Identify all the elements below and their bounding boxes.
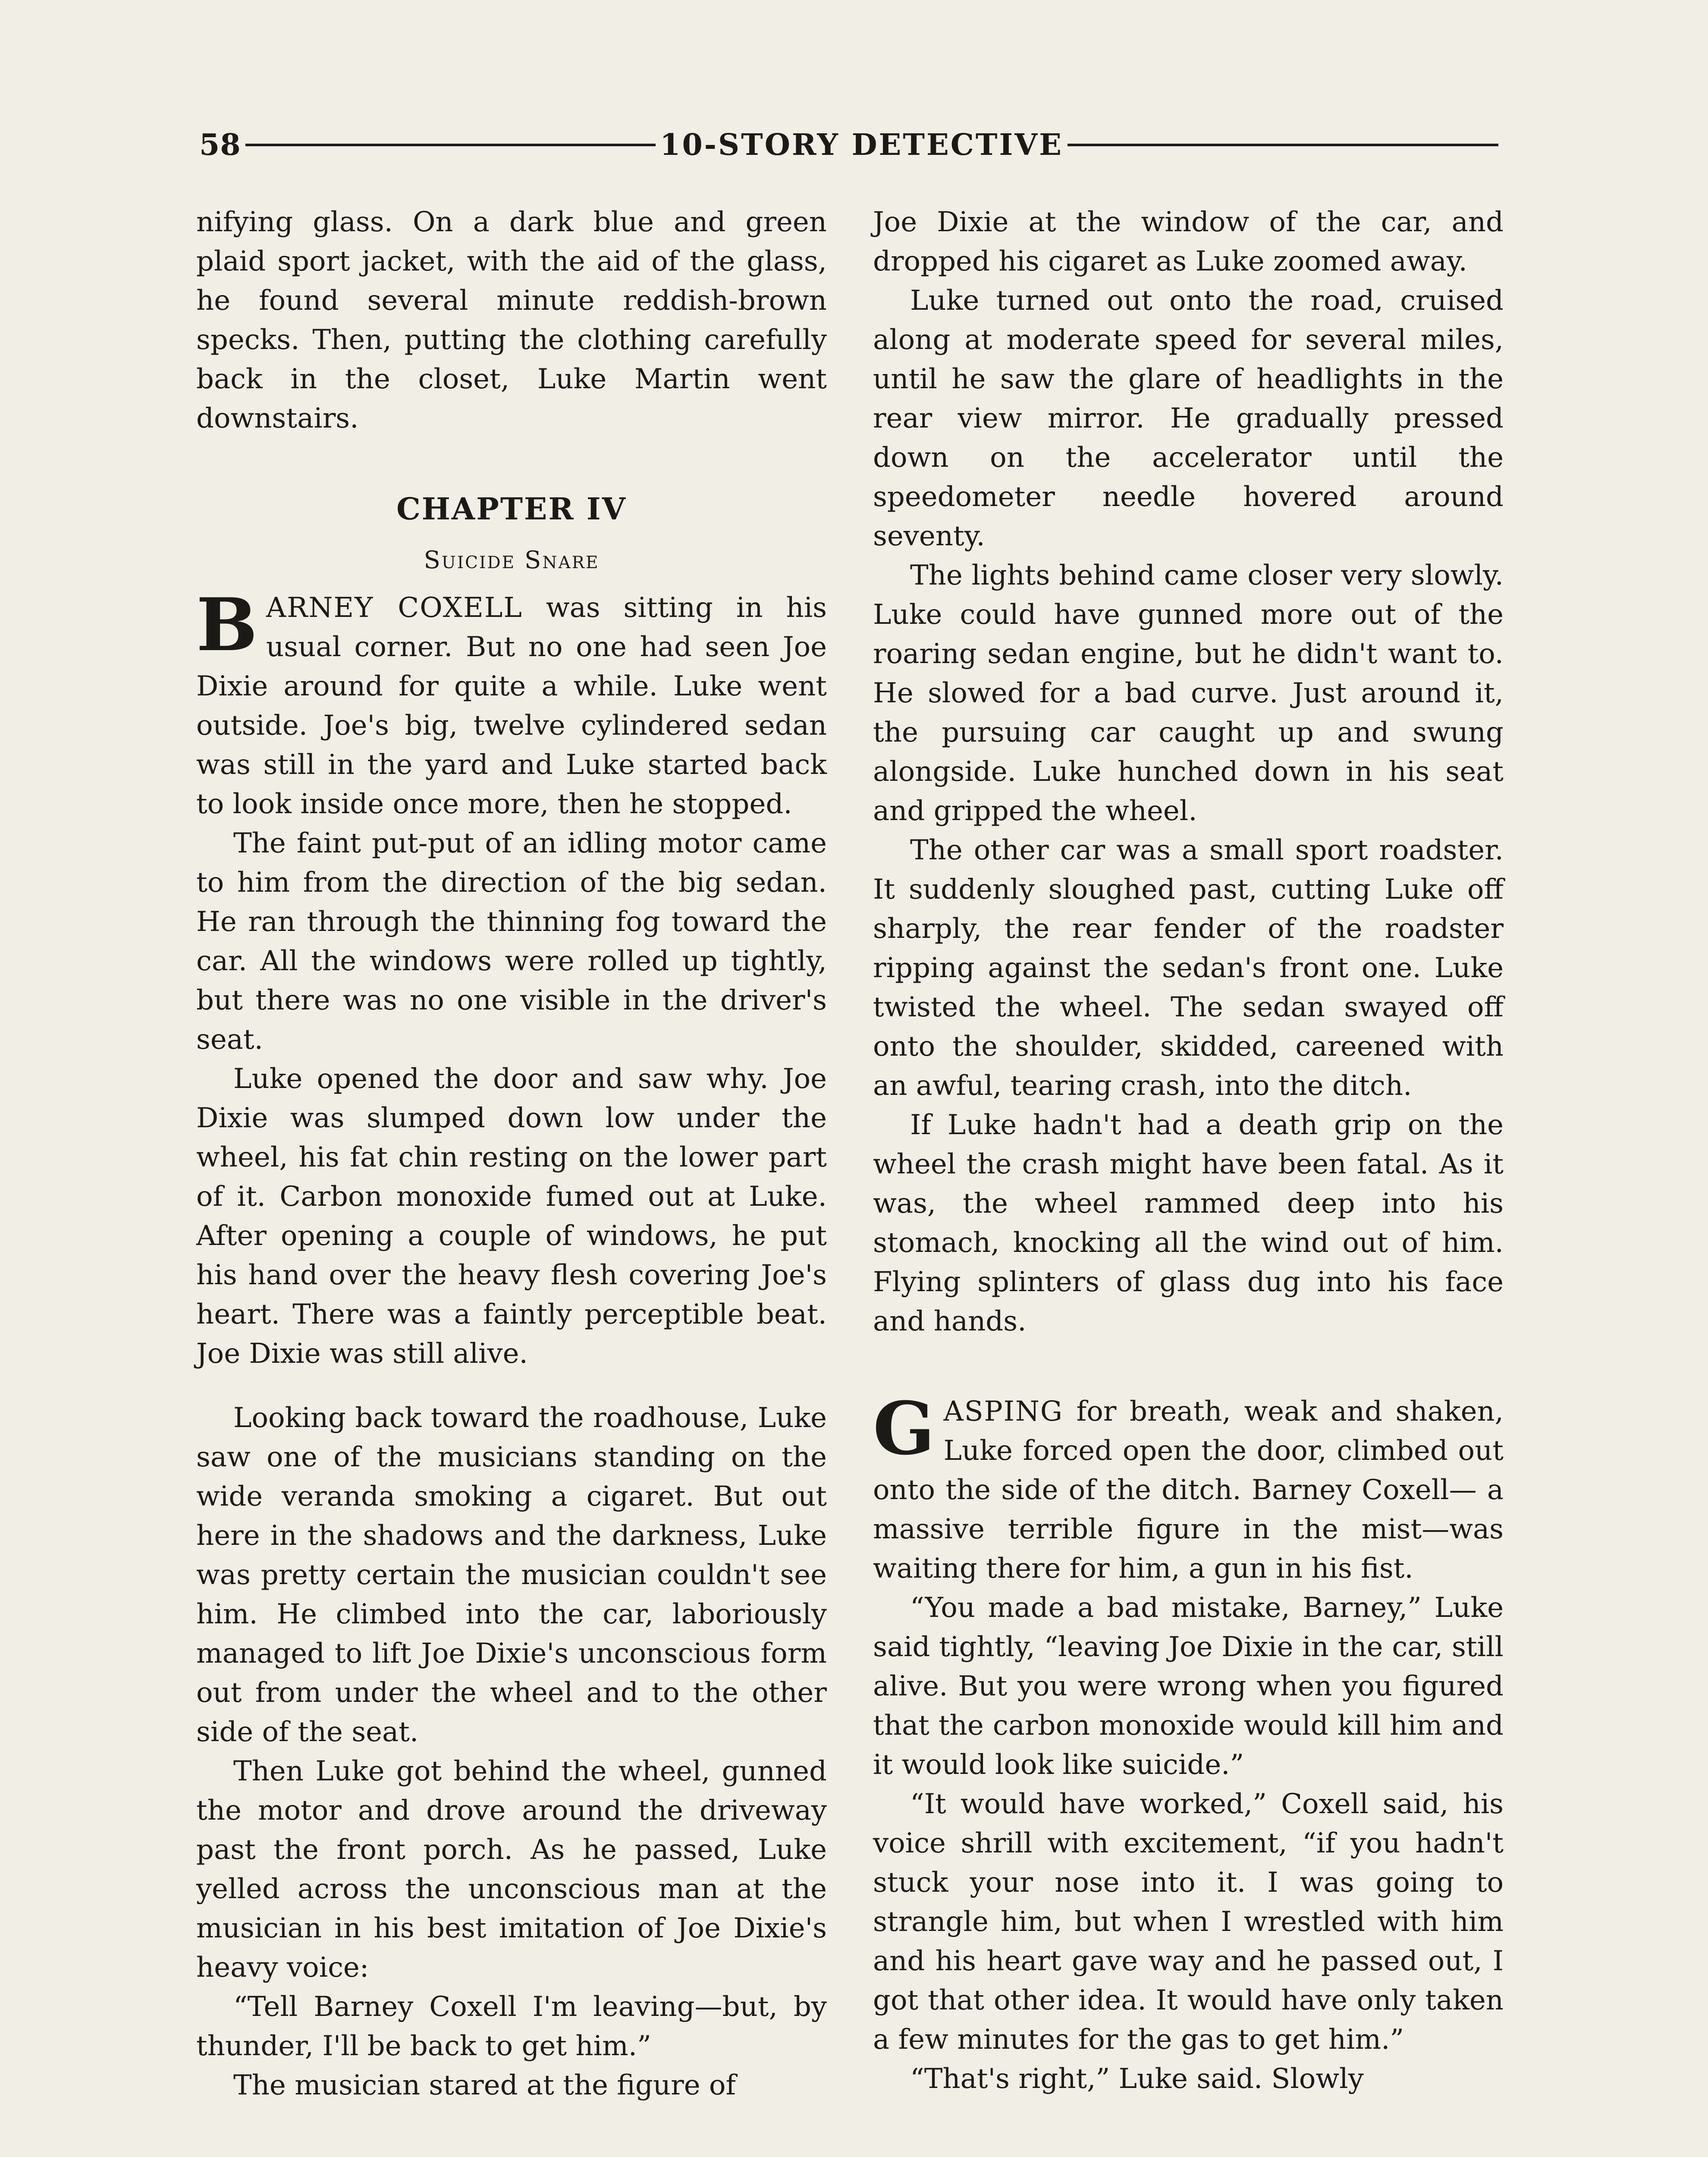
paragraph: Luke opened the door and saw why. Joe Dixie was slumped down low under the wheel, his fat chin resting on the lower part of it. Carbon monoxide fumed out at Luke. After opening a couple of windows, he put his hand over the heavy flesh covering Joe's heart. There was a faintly perceptible beat. Joe Dixie was still alive. [196, 1063, 827, 1370]
left-column [196, 203, 827, 2105]
running-head: 10-STORY DETECTIVE [660, 128, 1063, 162]
page-number: 58 [199, 128, 241, 162]
drop-cap-lead-in: ARNEY COXELL [266, 592, 523, 624]
paragraph: Looking back toward the roadhouse, Luke saw one of the musicians standing on the wide veranda smoking a cigaret. But out here in the shadows and the darkness, Luke was pretty certain the musician couldn't see him. He climbed into the car, laboriously managed to lift Joe Dixie's unconscious form out from under the wheel and to the other side of the seat. [196, 1402, 827, 1748]
paragraph: “That's right,” Luke said. Slowly [910, 2063, 1364, 2095]
header-rule-right [1068, 144, 1498, 146]
paragraph: Joe Dixie at the window of the car, and dropped his cigaret as Luke zoomed away. [873, 206, 1504, 277]
paragraph: “Tell Barney Coxell I'm leaving—but, by thunder, I'll be back to get him.” [196, 1991, 827, 2062]
drop-cap: B [196, 582, 257, 667]
paragraph: The musician stared at the figure of [233, 2069, 736, 2101]
paragraph: The other car was a small sport roadster. It suddenly sloughed past, cutting Luke off sharply, the rear fender of the roadster ripping against the sedan's front one. Luke twisted the wheel. The sedan swayed off onto the shoulder, skidded, careened with an awful, tearing crash, into the ditch. [873, 834, 1504, 1102]
paragraph: Luke turned out onto the road, cruised along at moderate speed for several miles, until he saw the glare of headlights in the rear view mirror. He gradually pressed down on the accelerator until the speedometer needle hovered around seventy. [873, 285, 1504, 552]
drop-cap-paragraph [873, 1386, 1504, 1588]
right-column [873, 203, 1504, 2099]
drop-cap-paragraph [196, 582, 827, 824]
page-header [199, 128, 1503, 162]
paragraph: “You made a bad mistake, Barney,” Luke said tightly, “leaving Joe Dixie in the car, still alive. But you were wrong when you figured that the carbon monoxide would kill him and it would look like suicide.” [873, 1592, 1504, 1781]
chapter-subtitle: Suicide Snare [424, 546, 600, 574]
paragraph-text: was sitting in his usual corner. But no one had seen Joe Dixie around for quite a while. Luke went outside. Joe's big, twelve cylindered sedan was still in the yard and Luke started back to look inside once more, then he stopped. [196, 592, 827, 820]
paragraph: nifying glass. On a dark blue and green plaid sport jacket, with the aid of the glass, he found several minute reddish-brown specks. Then, putting the clothing carefully back in the closet, Luke Martin went downstairs. [196, 206, 827, 434]
chapter-title: CHAPTER IV [396, 491, 627, 527]
paragraph: “It would have worked,” Coxell said, his voice shrill with excitement, “if you hadn't stuck your nose into it. I was going to strangle him, but when I wrestled with him and his heart gave way and he passed out, I got that other idea. It would have only taken a few minutes for the gas to get him.” [873, 1788, 1504, 2056]
paragraph: The faint put-put of an idling motor came to him from the direction of the big sedan. He ran through the thinning fog toward the car. All the windows were rolled up tightly, but there was no one visible in the driver's seat. [196, 827, 827, 1056]
paragraph-text: for breath, weak and shaken, Luke forced open the door, climbed out onto the side of the ditch. Barney Coxell— a massive terrible figure in the mist—was waiting there for him, a gun in his fist. [873, 1396, 1504, 1585]
paragraph: If Luke hadn't had a death grip on the wheel the crash might have been fatal. As it was, the wheel rammed deep into his stomach, knocking all the wind out of him. Flying splinters of glass dug into his face and hands. [873, 1109, 1504, 1337]
drop-cap: G [873, 1386, 935, 1471]
paragraph: The lights behind came closer very slowly. Luke could have gunned more out of the roaring sedan engine, but he didn't want to. He slowed for a bad curve. Just around it, the pursuing car caught up and swung alongside. Luke hunched down in his seat and gripped the wheel. [873, 560, 1504, 827]
drop-cap-lead-in: ASPING [943, 1396, 1064, 1428]
header-rule-left [245, 144, 656, 146]
paragraph: Then Luke got behind the wheel, gunned the motor and drove around the driveway past the front porch. As he passed, Luke yelled across the unconscious man at the musician in his best imitation of Joe Dixie's heavy voice: [196, 1755, 827, 1984]
